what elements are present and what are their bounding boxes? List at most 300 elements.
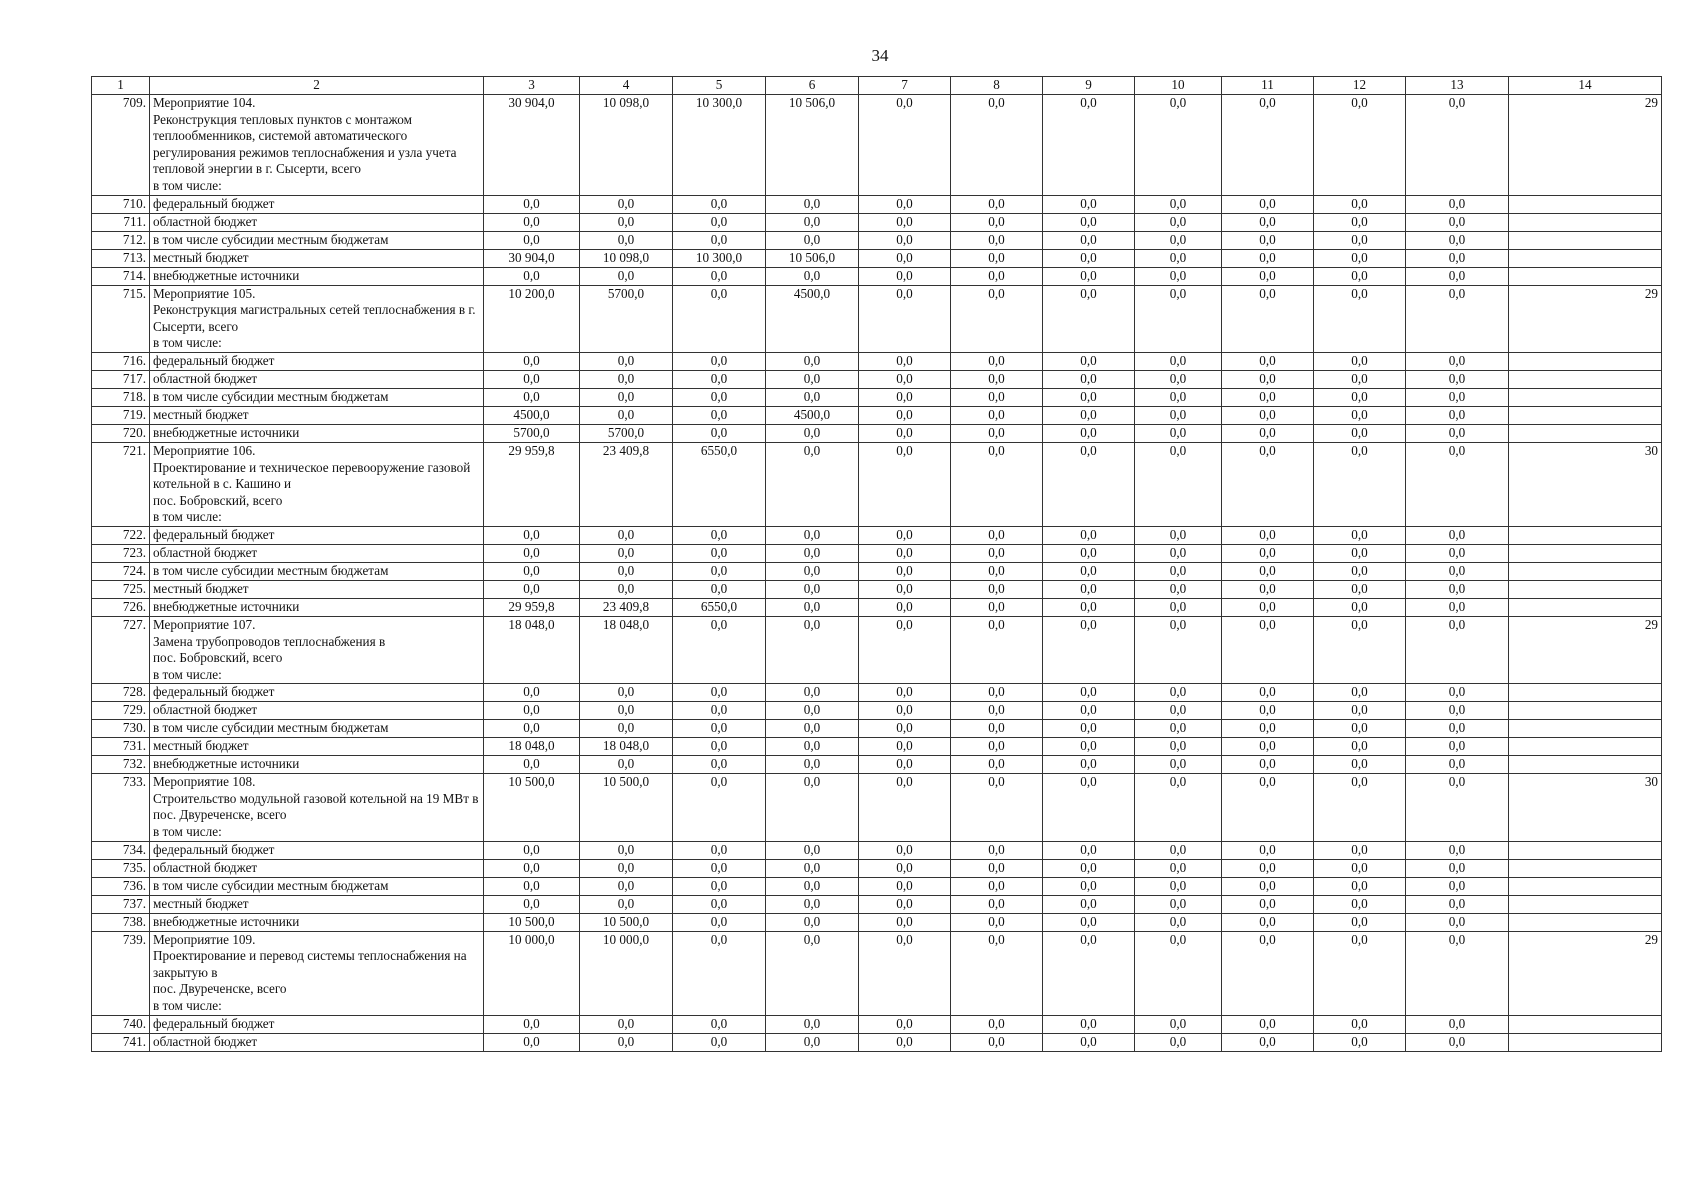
target-reference	[1509, 231, 1662, 249]
value-cell: 0,0	[1406, 213, 1509, 231]
row-number: 714.	[92, 267, 150, 285]
budget-source-name: федеральный бюджет	[150, 684, 484, 702]
value-cell: 0,0	[859, 702, 951, 720]
row-number: 737.	[92, 895, 150, 913]
value-cell: 4500,0	[766, 406, 859, 424]
value-cell: 0,0	[673, 702, 766, 720]
value-cell: 0,0	[1314, 1015, 1406, 1033]
target-reference: 29	[1509, 931, 1662, 1015]
value-cell: 0,0	[580, 756, 673, 774]
row-number: 727.	[92, 616, 150, 683]
budget-source-row	[92, 406, 1662, 424]
value-cell: 0,0	[1314, 544, 1406, 562]
row-number: 730.	[92, 720, 150, 738]
target-reference	[1509, 841, 1662, 859]
value-cell: 0,0	[766, 702, 859, 720]
value-cell: 0,0	[1222, 580, 1314, 598]
value-cell: 0,0	[1222, 913, 1314, 931]
row-number: 720.	[92, 424, 150, 442]
value-cell: 0,0	[580, 231, 673, 249]
value-cell: 10 300,0	[673, 95, 766, 196]
value-cell: 0,0	[1406, 442, 1509, 526]
budget-source-row	[92, 841, 1662, 859]
budget-source-name: местный бюджет	[150, 249, 484, 267]
budget-source-row	[92, 702, 1662, 720]
value-cell: 0,0	[484, 195, 580, 213]
value-cell: 0,0	[951, 738, 1043, 756]
target-reference	[1509, 406, 1662, 424]
column-header: 11	[1222, 77, 1314, 95]
value-cell: 0,0	[951, 406, 1043, 424]
value-cell: 0,0	[859, 213, 951, 231]
value-cell: 0,0	[1406, 285, 1509, 352]
value-cell: 0,0	[859, 352, 951, 370]
budget-source-row	[92, 877, 1662, 895]
value-cell: 0,0	[1135, 249, 1222, 267]
value-cell: 0,0	[859, 738, 951, 756]
value-cell: 0,0	[859, 442, 951, 526]
value-cell: 18 048,0	[484, 616, 580, 683]
value-cell: 0,0	[580, 859, 673, 877]
value-cell: 0,0	[1314, 931, 1406, 1015]
value-cell: 0,0	[1314, 526, 1406, 544]
value-cell: 0,0	[484, 370, 580, 388]
value-cell: 0,0	[1135, 702, 1222, 720]
value-cell: 0,0	[766, 562, 859, 580]
value-cell: 0,0	[951, 544, 1043, 562]
value-cell: 0,0	[673, 738, 766, 756]
value-cell: 0,0	[1135, 370, 1222, 388]
value-cell: 0,0	[1043, 738, 1135, 756]
value-cell: 0,0	[1043, 702, 1135, 720]
row-number: 725.	[92, 580, 150, 598]
value-cell: 0,0	[1222, 352, 1314, 370]
value-cell: 0,0	[1314, 424, 1406, 442]
value-cell: 0,0	[1135, 195, 1222, 213]
value-cell: 0,0	[766, 388, 859, 406]
value-cell: 0,0	[951, 684, 1043, 702]
target-reference	[1509, 267, 1662, 285]
value-cell: 0,0	[1043, 756, 1135, 774]
value-cell: 0,0	[673, 526, 766, 544]
value-cell: 6550,0	[673, 598, 766, 616]
budget-source-name: внебюджетные источники	[150, 756, 484, 774]
budget-source-row	[92, 424, 1662, 442]
value-cell: 0,0	[1043, 684, 1135, 702]
row-number: 739.	[92, 931, 150, 1015]
value-cell: 4500,0	[766, 285, 859, 352]
value-cell: 0,0	[766, 267, 859, 285]
value-cell: 0,0	[580, 684, 673, 702]
value-cell: 0,0	[951, 195, 1043, 213]
value-cell: 0,0	[1222, 877, 1314, 895]
budget-source-name: внебюджетные источники	[150, 598, 484, 616]
value-cell: 0,0	[859, 231, 951, 249]
value-cell: 0,0	[1222, 774, 1314, 841]
value-cell: 0,0	[673, 859, 766, 877]
column-header: 1	[92, 77, 150, 95]
value-cell: 0,0	[1043, 370, 1135, 388]
column-header: 7	[859, 77, 951, 95]
activity-name: Мероприятие 104. Реконструкция тепловых пунктов с монтажом теплообменников, системой автоматического регулирования режимов теплоснабжения и узла учета тепловой энергии в г. Сысерти, всего в том числе:	[150, 95, 484, 196]
value-cell: 0,0	[673, 285, 766, 352]
row-number: 723.	[92, 544, 150, 562]
target-reference	[1509, 1015, 1662, 1033]
target-reference	[1509, 195, 1662, 213]
value-cell: 0,0	[766, 526, 859, 544]
value-cell: 0,0	[951, 526, 1043, 544]
value-cell: 0,0	[1406, 352, 1509, 370]
row-number: 740.	[92, 1015, 150, 1033]
value-cell: 10 000,0	[580, 931, 673, 1015]
budget-source-name: местный бюджет	[150, 738, 484, 756]
value-cell: 0,0	[1043, 877, 1135, 895]
value-cell: 0,0	[484, 388, 580, 406]
value-cell: 0,0	[766, 424, 859, 442]
value-cell: 0,0	[1314, 388, 1406, 406]
budget-source-name: областной бюджет	[150, 702, 484, 720]
row-number: 734.	[92, 841, 150, 859]
value-cell: 0,0	[1043, 285, 1135, 352]
target-reference	[1509, 388, 1662, 406]
budget-source-row	[92, 231, 1662, 249]
value-cell: 0,0	[859, 774, 951, 841]
value-cell: 0,0	[766, 877, 859, 895]
value-cell: 0,0	[673, 720, 766, 738]
value-cell: 0,0	[1406, 195, 1509, 213]
value-cell: 0,0	[1314, 562, 1406, 580]
value-cell: 0,0	[580, 370, 673, 388]
value-cell: 0,0	[1043, 442, 1135, 526]
budget-source-name: областной бюджет	[150, 1033, 484, 1051]
target-reference	[1509, 684, 1662, 702]
value-cell: 0,0	[1406, 738, 1509, 756]
value-cell: 0,0	[859, 285, 951, 352]
value-cell: 0,0	[484, 702, 580, 720]
value-cell: 0,0	[1314, 195, 1406, 213]
value-cell: 0,0	[1043, 406, 1135, 424]
value-cell: 0,0	[859, 370, 951, 388]
column-header: 8	[951, 77, 1043, 95]
value-cell: 0,0	[951, 388, 1043, 406]
value-cell: 0,0	[1406, 702, 1509, 720]
value-cell: 0,0	[1043, 95, 1135, 196]
value-cell: 0,0	[1314, 841, 1406, 859]
value-cell: 0,0	[1406, 720, 1509, 738]
value-cell: 10 506,0	[766, 249, 859, 267]
value-cell: 0,0	[951, 702, 1043, 720]
value-cell: 0,0	[1222, 738, 1314, 756]
target-reference	[1509, 352, 1662, 370]
value-cell: 0,0	[1406, 859, 1509, 877]
value-cell: 0,0	[1314, 370, 1406, 388]
row-number: 722.	[92, 526, 150, 544]
budget-source-name: федеральный бюджет	[150, 1015, 484, 1033]
target-reference: 29	[1509, 285, 1662, 352]
value-cell: 0,0	[1314, 895, 1406, 913]
value-cell: 0,0	[1406, 913, 1509, 931]
value-cell: 0,0	[859, 598, 951, 616]
value-cell: 0,0	[1222, 424, 1314, 442]
target-reference	[1509, 249, 1662, 267]
value-cell: 0,0	[1222, 562, 1314, 580]
row-number: 729.	[92, 702, 150, 720]
budget-source-name: внебюджетные источники	[150, 913, 484, 931]
budget-source-row	[92, 370, 1662, 388]
value-cell: 0,0	[580, 388, 673, 406]
value-cell: 0,0	[580, 526, 673, 544]
value-cell: 0,0	[1135, 720, 1222, 738]
value-cell: 0,0	[1135, 544, 1222, 562]
value-cell: 0,0	[1314, 598, 1406, 616]
column-header: 14	[1509, 77, 1662, 95]
value-cell: 0,0	[484, 231, 580, 249]
value-cell: 0,0	[1135, 598, 1222, 616]
value-cell: 0,0	[1406, 841, 1509, 859]
value-cell: 0,0	[766, 913, 859, 931]
budget-source-row	[92, 756, 1662, 774]
value-cell: 0,0	[580, 702, 673, 720]
row-number: 733.	[92, 774, 150, 841]
value-cell: 0,0	[951, 1015, 1043, 1033]
value-cell: 0,0	[673, 562, 766, 580]
value-cell: 0,0	[766, 442, 859, 526]
value-cell: 0,0	[766, 1015, 859, 1033]
value-cell: 0,0	[1043, 213, 1135, 231]
value-cell: 0,0	[580, 352, 673, 370]
value-cell: 0,0	[580, 580, 673, 598]
value-cell: 0,0	[951, 859, 1043, 877]
target-reference	[1509, 424, 1662, 442]
value-cell: 0,0	[951, 370, 1043, 388]
budget-source-row	[92, 267, 1662, 285]
value-cell: 0,0	[951, 352, 1043, 370]
value-cell: 0,0	[1222, 931, 1314, 1015]
value-cell: 0,0	[951, 562, 1043, 580]
column-header-row	[92, 77, 1662, 95]
budget-source-name: внебюджетные источники	[150, 424, 484, 442]
value-cell: 0,0	[766, 1033, 859, 1051]
value-cell: 0,0	[1314, 702, 1406, 720]
target-reference	[1509, 913, 1662, 931]
value-cell: 0,0	[673, 616, 766, 683]
value-cell: 0,0	[859, 562, 951, 580]
value-cell: 0,0	[1406, 895, 1509, 913]
value-cell: 0,0	[1043, 231, 1135, 249]
value-cell: 0,0	[1043, 720, 1135, 738]
value-cell: 0,0	[859, 388, 951, 406]
value-cell: 0,0	[859, 859, 951, 877]
value-cell: 0,0	[766, 738, 859, 756]
value-cell: 0,0	[580, 1015, 673, 1033]
row-number: 731.	[92, 738, 150, 756]
value-cell: 0,0	[1314, 913, 1406, 931]
value-cell: 0,0	[1314, 95, 1406, 196]
value-cell: 0,0	[1222, 195, 1314, 213]
value-cell: 0,0	[766, 195, 859, 213]
target-reference	[1509, 702, 1662, 720]
value-cell: 0,0	[1135, 213, 1222, 231]
row-number: 728.	[92, 684, 150, 702]
value-cell: 0,0	[766, 616, 859, 683]
value-cell: 0,0	[1135, 442, 1222, 526]
value-cell: 0,0	[673, 877, 766, 895]
row-number: 713.	[92, 249, 150, 267]
row-number: 724.	[92, 562, 150, 580]
value-cell: 0,0	[484, 684, 580, 702]
value-cell: 0,0	[1135, 756, 1222, 774]
value-cell: 0,0	[951, 841, 1043, 859]
value-cell: 0,0	[859, 544, 951, 562]
value-cell: 0,0	[1135, 774, 1222, 841]
value-cell: 0,0	[1406, 616, 1509, 683]
value-cell: 0,0	[1135, 877, 1222, 895]
value-cell: 29 959,8	[484, 442, 580, 526]
value-cell: 0,0	[951, 424, 1043, 442]
value-cell: 0,0	[1043, 544, 1135, 562]
value-cell: 0,0	[951, 598, 1043, 616]
value-cell: 18 048,0	[580, 738, 673, 756]
value-cell: 0,0	[1222, 720, 1314, 738]
value-cell: 10 500,0	[580, 774, 673, 841]
value-cell: 23 409,8	[580, 598, 673, 616]
activity-row	[92, 616, 1662, 683]
activity-row	[92, 95, 1662, 196]
row-number: 716.	[92, 352, 150, 370]
value-cell: 0,0	[1222, 859, 1314, 877]
column-header: 2	[150, 77, 484, 95]
row-number: 712.	[92, 231, 150, 249]
value-cell: 0,0	[1135, 1033, 1222, 1051]
row-number: 735.	[92, 859, 150, 877]
value-cell: 0,0	[1222, 1015, 1314, 1033]
value-cell: 0,0	[1135, 841, 1222, 859]
value-cell: 30 904,0	[484, 95, 580, 196]
value-cell: 0,0	[1135, 424, 1222, 442]
value-cell: 0,0	[1135, 580, 1222, 598]
value-cell: 0,0	[1406, 267, 1509, 285]
value-cell: 0,0	[951, 249, 1043, 267]
budget-source-name: областной бюджет	[150, 370, 484, 388]
value-cell: 0,0	[766, 370, 859, 388]
budget-source-name: в том числе субсидии местным бюджетам	[150, 720, 484, 738]
value-cell: 0,0	[1406, 774, 1509, 841]
value-cell: 0,0	[673, 388, 766, 406]
value-cell: 0,0	[484, 580, 580, 598]
value-cell: 0,0	[673, 544, 766, 562]
value-cell: 0,0	[580, 1033, 673, 1051]
value-cell: 0,0	[1043, 913, 1135, 931]
value-cell: 0,0	[1406, 1015, 1509, 1033]
column-header: 3	[484, 77, 580, 95]
target-reference: 30	[1509, 774, 1662, 841]
value-cell: 0,0	[484, 895, 580, 913]
value-cell: 0,0	[1135, 285, 1222, 352]
value-cell: 0,0	[1043, 526, 1135, 544]
value-cell: 0,0	[484, 1033, 580, 1051]
value-cell: 0,0	[859, 526, 951, 544]
value-cell: 0,0	[580, 562, 673, 580]
budget-source-row	[92, 738, 1662, 756]
target-reference	[1509, 877, 1662, 895]
value-cell: 0,0	[673, 406, 766, 424]
target-reference	[1509, 1033, 1662, 1051]
budget-source-name: в том числе субсидии местным бюджетам	[150, 562, 484, 580]
value-cell: 0,0	[766, 352, 859, 370]
budget-source-name: федеральный бюджет	[150, 352, 484, 370]
row-number: 717.	[92, 370, 150, 388]
value-cell: 0,0	[859, 424, 951, 442]
value-cell: 10 506,0	[766, 95, 859, 196]
value-cell: 0,0	[1406, 95, 1509, 196]
value-cell: 0,0	[673, 913, 766, 931]
value-cell: 0,0	[1314, 616, 1406, 683]
value-cell: 6550,0	[673, 442, 766, 526]
row-number: 741.	[92, 1033, 150, 1051]
value-cell: 0,0	[951, 1033, 1043, 1051]
column-header: 6	[766, 77, 859, 95]
value-cell: 0,0	[1314, 213, 1406, 231]
value-cell: 0,0	[1406, 424, 1509, 442]
value-cell: 0,0	[1043, 841, 1135, 859]
budget-source-name: областной бюджет	[150, 213, 484, 231]
value-cell: 0,0	[859, 406, 951, 424]
value-cell: 0,0	[673, 684, 766, 702]
budget-source-row	[92, 1033, 1662, 1051]
value-cell: 0,0	[1043, 388, 1135, 406]
column-header: 4	[580, 77, 673, 95]
value-cell: 0,0	[1222, 388, 1314, 406]
budget-source-name: местный бюджет	[150, 580, 484, 598]
value-cell: 0,0	[951, 580, 1043, 598]
value-cell: 0,0	[484, 877, 580, 895]
value-cell: 0,0	[859, 841, 951, 859]
value-cell: 0,0	[1406, 231, 1509, 249]
value-cell: 0,0	[1314, 285, 1406, 352]
value-cell: 10 200,0	[484, 285, 580, 352]
activity-row	[92, 442, 1662, 526]
value-cell: 0,0	[484, 526, 580, 544]
value-cell: 0,0	[673, 1033, 766, 1051]
value-cell: 0,0	[1406, 756, 1509, 774]
value-cell: 0,0	[1314, 859, 1406, 877]
budget-source-row	[92, 526, 1662, 544]
value-cell: 0,0	[1406, 406, 1509, 424]
value-cell: 0,0	[1222, 756, 1314, 774]
value-cell: 0,0	[1314, 756, 1406, 774]
value-cell: 4500,0	[484, 406, 580, 424]
row-number: 711.	[92, 213, 150, 231]
value-cell: 0,0	[1314, 231, 1406, 249]
value-cell: 0,0	[1406, 684, 1509, 702]
target-reference: 30	[1509, 442, 1662, 526]
target-reference	[1509, 213, 1662, 231]
row-number: 709.	[92, 95, 150, 196]
value-cell: 0,0	[673, 580, 766, 598]
value-cell: 0,0	[1314, 720, 1406, 738]
value-cell: 0,0	[484, 267, 580, 285]
value-cell: 0,0	[1043, 562, 1135, 580]
value-cell: 0,0	[1222, 442, 1314, 526]
target-reference: 29	[1509, 616, 1662, 683]
value-cell: 0,0	[484, 720, 580, 738]
value-cell: 0,0	[1222, 370, 1314, 388]
value-cell: 0,0	[859, 1033, 951, 1051]
value-cell: 0,0	[673, 231, 766, 249]
value-cell: 0,0	[859, 616, 951, 683]
target-reference	[1509, 895, 1662, 913]
activity-row	[92, 774, 1662, 841]
